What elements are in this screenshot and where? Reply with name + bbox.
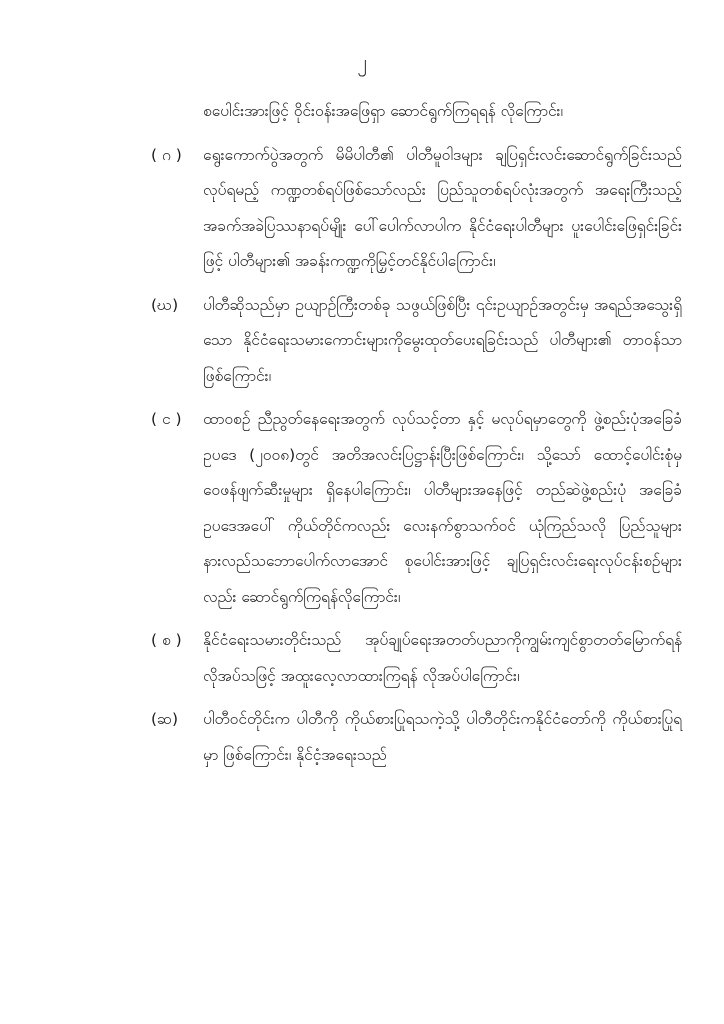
item-label: ( စ ) — [151, 631, 182, 649]
item-text: ရွေးကောက်ပွဲအတွက် မိမိပါတီ၏ ပါတီမူဝါဒများ ချပြရှင်းလင်းဆောင်ရွက်ခြင်းသည် လုပ်ရမည့် ကဏ္ဍတစ်ရပ်ဖြစ်သော်လည်း ပြည်သူတစ်ရပ်လုံးအတွက် အရေးကြီးသည့်အခက်အခဲပြဿနာရပ်မျိုး ပေါ်ပေါက်လာပါက နိုင်ငံရေးပါတီများ ပူးပေါင်းဖြေရှင်းခြင်းဖြင့် ပါတီများ၏ အခန်းကဏ္ဍကိုမြှင့်တင်နိုင်ပါကြောင်း၊ — [203, 145, 682, 270]
document-body — [151, 94, 682, 773]
item-label: ( င ) — [151, 410, 182, 428]
continued-paragraph — [160, 94, 682, 130]
item-text: ထာဝစဉ် ညီညွတ်နေရေးအတွက် လုပ်သင့်တာ နှင့် မလုပ်ရမှာတွေကို ဖွဲ့စည်းပုံအခြေခံဥပဒေ (၂၀၀၈)တွင် အတိအလင်းပြဋ္ဌာန်းပြီးဖြစ်ကြောင်း၊ သို့သော် ထောင့်ပေါင်းစုံမှ ဝေဖန်ဖျက်ဆီးမှုများ ရှိနေပါကြောင်း၊ ပါတီများအနေဖြင့် တည်ဆဲဖွဲ့စည်းပုံ အခြေခံဥပဒေအပေါ် ကိုယ်တိုင်ကလည်း လေးနက်စွာသက်ဝင် ယုံကြည်သလို ပြည်သူများ နားလည်သဘောပေါက်လာအောင် စုပေါင်းအားဖြင့် ချပြရှင်းလင်းရေးလုပ်ငန်းစဉ်များလည်း ဆောင်ရွက်ကြရန်လိုကြောင်း၊ — [203, 410, 682, 606]
item-text: ပါတီဝင်တိုင်းက ပါတီကို ကိုယ်စားပြုရသကဲ့သို့ ပါတီတိုင်းကနိုင်ငံတော်ကို ကိုယ်စားပြုရမှာ ဖြစ်ကြောင်း၊ နိုင်ငံ့အရေးသည် — [203, 710, 682, 764]
item-text: နိုင်ငံရေးသမားတိုင်းသည် အုပ်ချုပ်ရေးအတတ်ပညာကိုကျွမ်းကျင်စွာတတ်မြောက်ရန် လိုအပ်သဖြင့် အထူးလေ့လာထားကြရန် လိုအပ်ပါကြောင်း၊ — [203, 631, 682, 685]
list-item-ga — [151, 138, 682, 280]
item-label: (ဆ) — [151, 710, 179, 728]
list-item-gha — [151, 288, 682, 395]
list-item-sa — [151, 623, 682, 694]
paragraph-text: စပေါင်းအားဖြင့် ဝိုင်းဝန်းအဖြေရှာ ဆောင်ရွက်ကြရရန် လိုကြောင်း၊ — [203, 102, 563, 120]
list-item-nga — [151, 402, 682, 615]
item-text: ပါတီဆိုသည်မှာ ဥယျာဉ်ကြီးတစ်ခု သဖွယ်ဖြစ်ပြီး ၎င်းဥယျာဉ်အတွင်းမှ အရည်အသွေးရှိသော နိုင်ငံရေးသမားကောင်းများကိုမွေးထုတ်ပေးရခြင်းသည် ပါတီများ၏ တာဝန်သာ ဖြစ်ကြောင်း၊ — [203, 295, 682, 385]
page-number: ၂ — [357, 51, 367, 73]
list-item-hsa — [151, 702, 682, 773]
item-label: ( ဂ ) — [151, 145, 182, 164]
item-label: (ဃ) — [151, 295, 179, 314]
